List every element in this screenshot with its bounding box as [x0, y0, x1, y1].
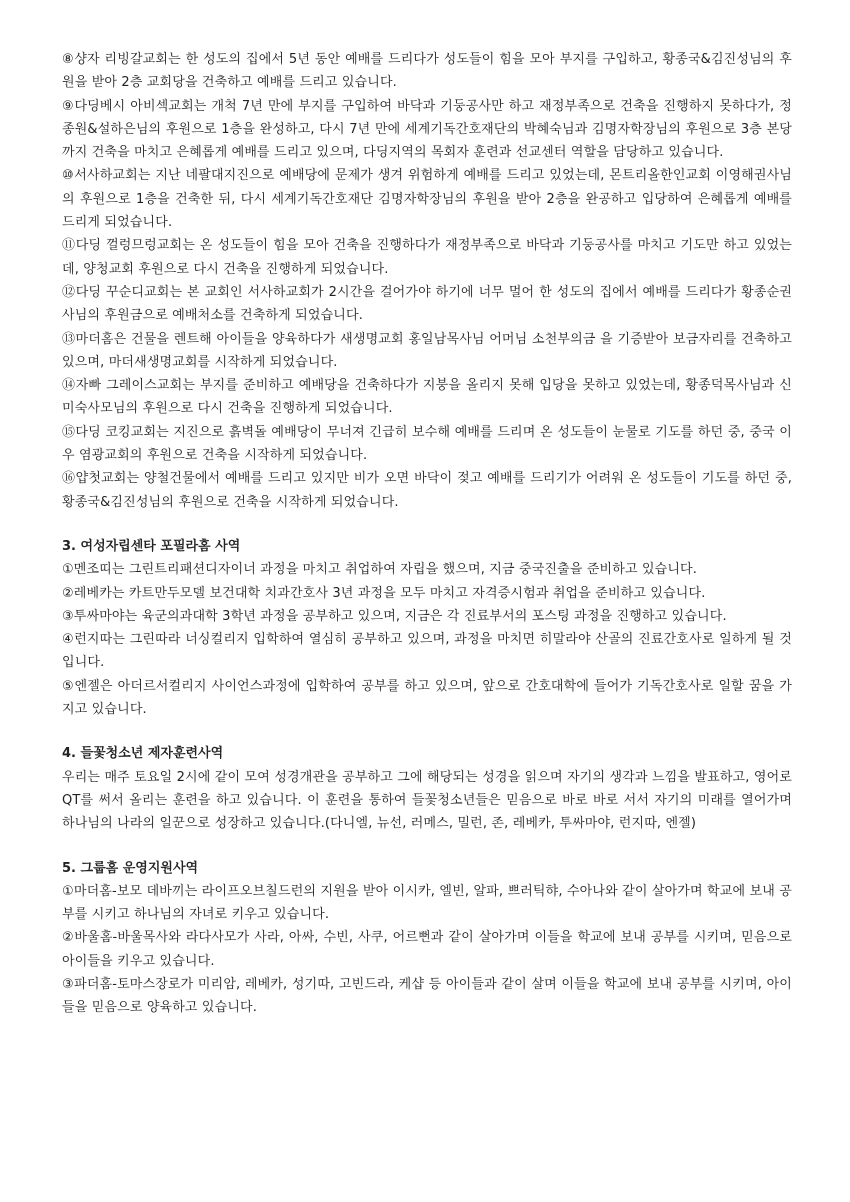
list-item: ⑬마더홈은 건물을 렌트해 아이들을 양육하다가 새생명교회 홍일남목사님 어머님 소천부의금 을 기증받아 보금자리를 건축하고 있으며, 마더새생명교회를 시작하게 되었습니다. [62, 331, 792, 370]
section-group-home [62, 857, 792, 1020]
list-item: ⑭자빠 그레이스교회는 부지를 준비하고 예배당을 건축하다가 지붕을 올리지 못해 입당을 못하고 있었는데, 황종덕목사님과 신미숙사모님의 후원으로 다시 건축을 진행하게 되었습니다. [62, 378, 792, 417]
list-item: ③파더홈-토마스장로가 미리암, 레베카, 성기따, 고빈드라, 케샵 등 아이들과 같이 살며 이들을 학교에 보내 공부를 시키며, 아이들을 믿음으로 양육하고 있습니다. [62, 976, 792, 1016]
section-heading: 5. 그룹홈 운영지원사역 [62, 860, 199, 876]
list-item: ①마더홈-보모 데바끼는 라이프오브칠드런의 지원을 받아 이시카, 엘빈, 알파, 쁘러틱햐, 수아나와 같이 살아가며 학교에 보내 공부를 시키고 하나님의 자녀로 키우고 있습니다. [62, 883, 792, 923]
list-item: ⑨다딩베시 아비섹교회는 개척 7년 만에 부지를 구입하여 바닥과 기둥공사만 하고 재정부족으로 건축을 진행하지 못하다가, 정종원&설하은님의 후원으로 1층을 완성하고, 다시 7년 만에 세계기독간호재단의 박혜숙님과 김명자학장님의 후원으로 3층 본당까지 건축을 마치고 은혜롭게 예배를 드리고 있으며, 다딩지역의 목회자 훈련과 선교센터 역할을 담당하고 있습니다. [62, 98, 792, 161]
list-item: ①멘조띠는 그린트리패션디자이너 과정을 마치고 취업하여 자립을 했으며, 지금 중국진출을 준비하고 있습니다. [62, 562, 698, 578]
document-page [62, 48, 792, 1020]
list-item: ⑯얍첫교회는 양철건물에서 예배를 드리고 있지만 비가 오면 바닥이 젖고 예배를 드리기가 어려워 온 성도들이 기도를 하던 중, 황종국&김진성님의 후원으로 건축을 시작하게 되었습니다. [62, 471, 792, 510]
section-body: 우리는 매주 토요일 2시에 같이 모여 성경개관을 공부하고 그에 해당되는 성경을 읽으며 자기의 생각과 느낌을 발표하고, 영어로 QT를 써서 올리는 훈련을 하고 있습니다. 이 훈련을 통하여 들꽃청소년들은 믿음으로 바로 바로 서서 자기의 미래를 열어가며 하나님의 나라의 일꾼으로 성장하고 있습니다.(다니엘, 뉴선, 러메스, 밀런, 존, 레베카, 투싸마야, 런지따, 엔젤) [62, 769, 792, 832]
section-heading: 3. 여성자립센타 포필라홈 사역 [62, 538, 241, 554]
list-item: ⑮다딩 코킹교회는 지진으로 흙벽돌 예배당이 무너져 긴급히 보수해 예배를 드리며 온 성도들이 눈물로 기도를 하던 중, 중국 이우 염광교회의 후원으로 건축을 시작하게 되었습니다. [62, 424, 792, 464]
list-item: ⑩서사하교회는 지난 네팔대지진으로 예배당에 문제가 생겨 위험하게 예배를 드리고 있었는데, 몬트리올한인교회 이영해권사님의 후원으로 1층을 건축한 뒤, 다시 세계기독간호재단 김명자학장님의 후원을 받아 2층을 완공하고 입당하여 은혜롭게 예배를 드리게 되었습니다. [62, 168, 792, 231]
list-item: ⑪다딩 껄렁므렁교회는 온 성도들이 힘을 모아 건축을 진행하다가 재정부족으로 바닥과 기둥공사를 마치고 기도만 하고 있었는데, 양청교회 후원으로 다시 건축을 진행하게 되었습니다. [62, 238, 792, 277]
list-item: ②레베카는 카트만두모델 보건대학 치과간호사 3년 과정을 모두 마치고 자격증시험과 취업을 준비하고 있습니다. [62, 585, 706, 601]
section-youth-discipleship [62, 742, 792, 835]
church-construction-list [62, 48, 792, 514]
list-item: ③투싸마야는 육군의과대학 3학년 과정을 공부하고 있으며, 지금은 각 진료부서의 포스팅 과정을 진행하고 있습니다. [62, 608, 727, 624]
list-item: ⑤엔젤은 아더르서컬리지 사이언스과정에 입학하여 공부를 하고 있으며, 앞으로 간호대학에 들어가 기독간호사로 일할 꿈을 가지고 있습니다. [62, 678, 792, 718]
section-heading: 4. 들꽃청소년 제자훈련사역 [62, 746, 224, 762]
section-women-center [62, 535, 792, 721]
list-item: ⑧샹자 리빙갈교회는 한 성도의 집에서 5년 동안 예배를 드리다가 성도들이 힘을 모아 부지를 구입하고, 황종국&김진성님의 후원을 받아 2층 교회당을 건축하고 예배를 드리고 있습니다. [62, 52, 792, 91]
list-item: ④런지따는 그린따라 너싱컬리지 입학하여 열심히 공부하고 있으며, 과정을 마치면 히말라야 산골의 진료간호사로 일하게 될 것입니다. [62, 632, 792, 671]
list-item: ②바울홈-바울목사와 라다사모가 사라, 아싸, 수빈, 사쿠, 어르뻔과 같이 살아가며 이들을 학교에 보내 공부를 시키며, 믿음으로 아이들을 키우고 있습니다. [62, 930, 792, 969]
list-item: ⑫다딩 꾸순디교회는 본 교회인 서사하교회가 2시간을 걸어가야 하기에 너무 멀어 한 성도의 집에서 예배를 드리다가 황종순권사님의 후원금으로 예배처소를 건축하게 되었습니다. [62, 284, 792, 324]
